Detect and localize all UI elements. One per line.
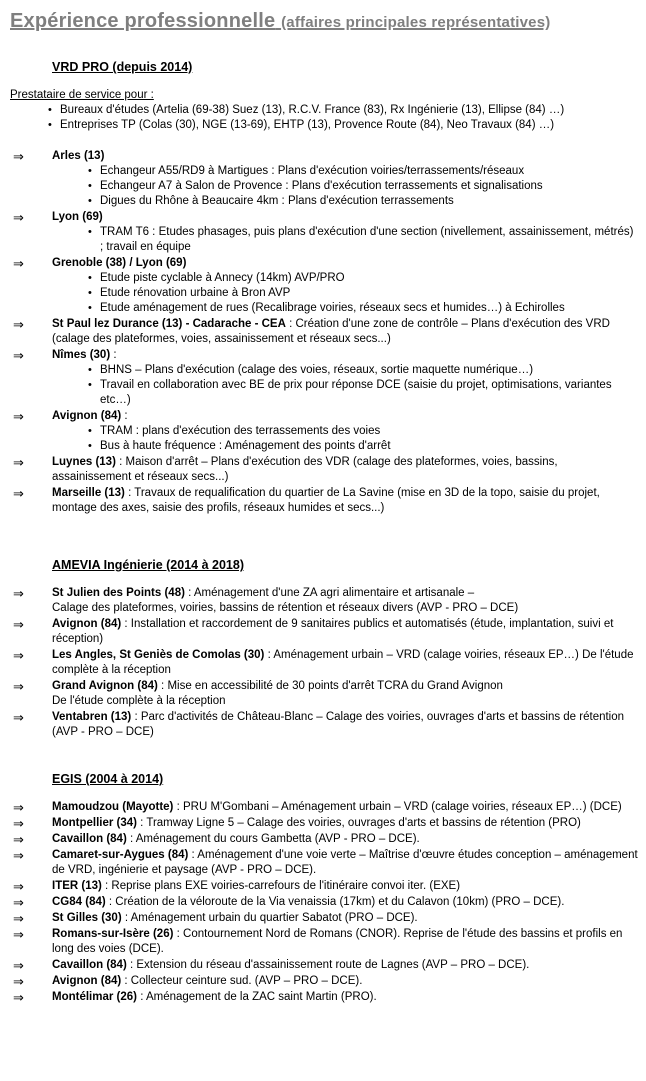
item-line [52, 848, 638, 878]
item-name: Marseille (13) [52, 487, 125, 499]
experience-section [10, 558, 638, 740]
item-line [52, 958, 638, 973]
bullet-icon: • [88, 272, 92, 284]
item-line [52, 895, 638, 910]
item-body [52, 974, 638, 989]
item-row [13, 210, 638, 255]
item-desc: : Aménagement d'une ZA agri alimentaire et artisanale – [184, 587, 475, 599]
item-body [52, 210, 638, 255]
arrow-icon: ⇒ [13, 348, 24, 363]
item-name: Montélimar (26) [52, 991, 137, 1003]
item-name: Avignon (84) [52, 975, 122, 987]
item-desc: : Aménagement de la ZAC saint Martin (PRO). [137, 991, 377, 1003]
arrow-icon: ⇒ [13, 317, 24, 332]
experience-section [10, 772, 638, 1005]
item-desc: : Aménagement d'une voie verte – Maîtrise d'œuvre études conception – aménagement de VRD, ingénierie et paysage (AVP - PRO – DCE). [52, 849, 638, 876]
arrow-icon: ⇒ [13, 617, 24, 632]
experience-sections [10, 60, 638, 1005]
item-desc: : Tramway Ligne 5 – Calage des voiries, ouvrages d'arts et bassins de rétention (PRO) [136, 817, 581, 829]
item-name: Avignon (84) [52, 618, 122, 630]
item-body [52, 990, 638, 1005]
item-line [52, 256, 638, 271]
item-name: Ventabren (13) [52, 711, 132, 723]
section-heading: EGIS (2004 à 2014) [52, 772, 164, 786]
item-desc: : Parc d'activités de Château-Blanc – Calage des voiries, ouvrages d'arts et bassins de rétention (AVP - PRO – DCE) [52, 711, 625, 738]
item-desc: : Création de la véloroute de la Via venaissia (17km) et du Calavon (10km) (PRO – DCE). [105, 896, 565, 908]
experience-section [10, 60, 638, 516]
arrow-icon: ⇒ [13, 409, 24, 424]
sub-bullet-text: Etude piste cyclable à Annecy (14km) AVP/PRO [100, 272, 345, 284]
item-name: Grenoble (38) / Lyon (69) [52, 257, 187, 269]
item-desc: : Extension du réseau d'assainissement route de Lagnes (AVP – PRO – DCE). [126, 959, 530, 971]
item-line [52, 455, 638, 485]
item-name: St Julien des Points (48) [52, 587, 185, 599]
item-desc: : Travaux de requalification du quartier de La Savine (mise en 3D de la topo, saisie du projet, montage des axes, saisie des profils, réseaux humides et secs...) [52, 487, 600, 514]
item-body [52, 409, 638, 454]
item-row [13, 409, 638, 454]
bullet-icon: • [88, 440, 92, 452]
sub-bullet-text: Etude aménagement de rues (Recalibrage voiries, réseaux secs et humides…) à Echirolles [100, 302, 565, 314]
bullet-icon: • [88, 195, 92, 207]
item-line [52, 586, 638, 601]
bullet-icon: • [88, 379, 92, 391]
intro-bullet-item [48, 103, 638, 118]
item-line [52, 832, 638, 847]
item-line [52, 879, 638, 894]
item-name: Montpellier (34) [52, 817, 137, 829]
item-body [52, 455, 638, 485]
sub-bullet [88, 363, 638, 378]
item-desc: : Installation et raccordement de 9 sanitaires publics et automatisés (étude, implantation, suivi et réception) [52, 618, 614, 645]
item-body [52, 149, 638, 209]
item-name: Nîmes (30) [52, 349, 111, 361]
item-body [52, 911, 638, 926]
item-row [13, 317, 638, 347]
arrow-icon: ⇒ [13, 911, 24, 926]
item-line [52, 648, 638, 678]
item-line [52, 710, 638, 740]
item-row [13, 455, 638, 485]
item-body [52, 895, 638, 910]
item-row [13, 679, 638, 709]
item-desc-line2: De l'étude complète à la réception [52, 695, 226, 707]
item-line [52, 800, 638, 815]
bullet-icon: • [88, 364, 92, 376]
arrow-icon: ⇒ [13, 990, 24, 1005]
item-desc: : Maison d'arrêt – Plans d'exécution des VDR (calage des plateformes, voies, bassins, assainissement et réseaux secs...) [52, 456, 558, 483]
item-name: ITER (13) [52, 880, 102, 892]
item-body [52, 256, 638, 316]
sub-bullet [88, 301, 638, 316]
sub-bullet [88, 271, 638, 286]
bullet-icon: • [48, 119, 52, 131]
item-desc: : Mise en accessibilité de 30 points d'arrêt TCRA du Grand Avignon [157, 680, 503, 692]
sub-bullet [88, 225, 638, 255]
sub-bullet-text: BHNS – Plans d'exécution (calage des voies, réseaux, sortie maquette numérique…) [100, 364, 534, 376]
arrow-icon: ⇒ [13, 679, 24, 694]
item-desc: : Contournement Nord de Romans (CNOR). Reprise de l'étude des bassins et profils en long des voies (DCE). [52, 928, 623, 955]
bullet-icon: • [48, 104, 52, 116]
item-desc: : [121, 410, 128, 422]
item-row [13, 848, 638, 878]
bullet-icon: • [88, 302, 92, 314]
page-title-main: Expérience professionnelle [10, 10, 276, 32]
arrow-icon: ⇒ [13, 149, 24, 164]
sub-bullet-text: TRAM T6 : Etudes phasages, puis plans d'exécution d'une section (nivellement, assainissement, métrés) ; travail en équipe [100, 226, 634, 253]
item-body [52, 832, 638, 847]
item-body [52, 848, 638, 878]
arrow-icon: ⇒ [13, 927, 24, 942]
item-desc: : Aménagement du cours Gambetta (AVP - PRO – DCE). [126, 833, 420, 845]
item-name: St Paul lez Durance (13) - Cadarache - CEA [52, 318, 286, 330]
item-name: Romans-sur-Isère (26) [52, 928, 174, 940]
item-desc-line2: Calage des plateformes, voiries, bassins de rétention et réseaux divers (AVP - PRO – DCE) [52, 602, 519, 614]
item-row [13, 486, 638, 516]
item-line [52, 348, 638, 363]
item-name: Luynes (13) [52, 456, 116, 468]
item-desc: : Reprise plans EXE voiries-carrefours de l'itinéraire convoi iter. (EXE) [101, 880, 461, 892]
item-body [52, 927, 638, 957]
item-body [52, 317, 638, 347]
item-body [52, 679, 638, 709]
item-line [52, 927, 638, 957]
item-line [52, 974, 638, 989]
arrow-icon: ⇒ [13, 958, 24, 973]
page-title-suffix: (affaires principales représentatives) [281, 14, 551, 31]
item-desc: : [110, 349, 117, 361]
sub-bullet-text: Travail en collaboration avec BE de prix pour réponse DCE (saisie du projet, optimisations, variantes etc…) [100, 379, 612, 406]
item-row [13, 348, 638, 408]
sub-bullet-text: Digues du Rhône à Beaucaire 4km : Plans d'exécution terrassements [100, 195, 454, 207]
item-body [52, 800, 638, 815]
section-heading: AMEVIA Ingénierie (2014 à 2018) [52, 558, 244, 572]
item-name: Grand Avignon (84) [52, 680, 158, 692]
arrow-icon: ⇒ [13, 974, 24, 989]
item-desc: : Aménagement urbain – VRD (calage voiries, réseaux EP…) De l'étude complète à la réception [52, 649, 634, 676]
item-row [13, 832, 638, 847]
item-row [13, 149, 638, 209]
arrow-icon: ⇒ [13, 486, 24, 501]
item-row [13, 648, 638, 678]
item-line [52, 317, 638, 347]
sub-bullet [88, 424, 638, 439]
arrow-icon: ⇒ [13, 648, 24, 663]
item-desc: : Aménagement urbain du quartier Sabatot (PRO – DCE). [121, 912, 418, 924]
item-name: St Gilles (30) [52, 912, 122, 924]
item-line [52, 486, 638, 516]
sub-bullet-text: TRAM : plans d'exécution des terrassements des voies [100, 425, 381, 437]
item-body [52, 710, 638, 740]
intro-bullet-list [10, 103, 638, 133]
arrow-icon: ⇒ [13, 848, 24, 863]
item-body [52, 958, 638, 973]
arrow-icon: ⇒ [13, 710, 24, 725]
item-line [52, 409, 638, 424]
item-name: CG84 (84) [52, 896, 106, 908]
item-line [52, 679, 638, 694]
arrow-icon: ⇒ [13, 800, 24, 815]
sub-bullet [88, 439, 638, 454]
item-body [52, 348, 638, 408]
intro-bullet-text: Bureaux d'études (Artelia (69-38) Suez (13), R.C.V. France (83), Rx Ingénierie (13), Ellipse (84) …) [60, 104, 565, 116]
item-row [13, 816, 638, 831]
item-name: Camaret-sur-Aygues (84) [52, 849, 189, 861]
arrow-icon: ⇒ [13, 832, 24, 847]
arrow-icon: ⇒ [13, 455, 24, 470]
item-desc: : PRU M'Gombani – Aménagement urbain – VRD (calage voiries, réseaux EP…) (DCE) [173, 801, 622, 813]
sub-bullet-text: Echangeur A7 à Salon de Provence : Plans d'exécution terrassements et signalisations [100, 180, 543, 192]
intro-bullet-text: Entreprises TP (Colas (30), NGE (13-69), EHTP (13), Provence Route (84), Neo Travaux (84) …) [60, 119, 555, 131]
item-row [13, 617, 638, 647]
item-row [13, 990, 638, 1005]
item-name: Avignon (84) [52, 410, 122, 422]
bullet-icon: • [88, 180, 92, 192]
item-name: Les Angles, St Geniès de Comolas (30) [52, 649, 265, 661]
item-desc: : Création d'une zone de contrôle – Plans d'exécution des VRD (calage des plateformes, voies, assainissement et réseaux secs...) [52, 318, 610, 345]
sub-bullet-text: Etude rénovation urbaine à Bron AVP [100, 287, 291, 299]
item-line [52, 149, 638, 164]
arrow-icon: ⇒ [13, 895, 24, 910]
arrow-icon: ⇒ [13, 256, 24, 271]
intro-bullet-item [48, 118, 638, 133]
sub-bullet [88, 378, 638, 408]
item-body [52, 586, 638, 616]
item-name: Cavaillon (84) [52, 833, 127, 845]
item-line [52, 816, 638, 831]
item-name: Mamoudzou (Mayotte) [52, 801, 174, 813]
item-body [52, 879, 638, 894]
item-row [13, 710, 638, 740]
item-row [13, 927, 638, 957]
item-row [13, 958, 638, 973]
item-body [52, 816, 638, 831]
bullet-icon: • [88, 226, 92, 238]
item-row [13, 895, 638, 910]
intro-label: Prestataire de service pour : [10, 89, 154, 101]
item-desc: : Collecteur ceinture sud. (AVP – PRO – DCE). [121, 975, 363, 987]
section-heading: VRD PRO (depuis 2014) [52, 60, 193, 74]
item-name: Cavaillon (84) [52, 959, 127, 971]
item-name: Lyon (69) [52, 211, 103, 223]
sub-bullet [88, 194, 638, 209]
bullet-icon: • [88, 425, 92, 437]
sub-bullet [88, 179, 638, 194]
arrow-icon: ⇒ [13, 879, 24, 894]
item-line [52, 990, 638, 1005]
item-line [52, 617, 638, 647]
bullet-icon: • [88, 287, 92, 299]
sub-bullet-text: Echangeur A55/RD9 à Martigues : Plans d'exécution voiries/terrassements/réseaux [100, 165, 525, 177]
page-title [10, 8, 638, 36]
sub-bullet [88, 164, 638, 179]
item-body [52, 648, 638, 678]
item-body [52, 617, 638, 647]
item-row [13, 256, 638, 316]
sub-bullet [88, 286, 638, 301]
arrow-icon: ⇒ [13, 210, 24, 225]
arrow-icon: ⇒ [13, 586, 24, 601]
item-row [13, 911, 638, 926]
sub-bullet-text: Bus à haute fréquence : Aménagement des points d'arrêt [100, 440, 391, 452]
item-line [52, 210, 638, 225]
item-row [13, 879, 638, 894]
item-row [13, 974, 638, 989]
item-row [13, 800, 638, 815]
item-name: Arles (13) [52, 150, 105, 162]
bullet-icon: • [88, 165, 92, 177]
item-body [52, 486, 638, 516]
arrow-icon: ⇒ [13, 816, 24, 831]
item-row [13, 586, 638, 616]
item-line [52, 911, 638, 926]
